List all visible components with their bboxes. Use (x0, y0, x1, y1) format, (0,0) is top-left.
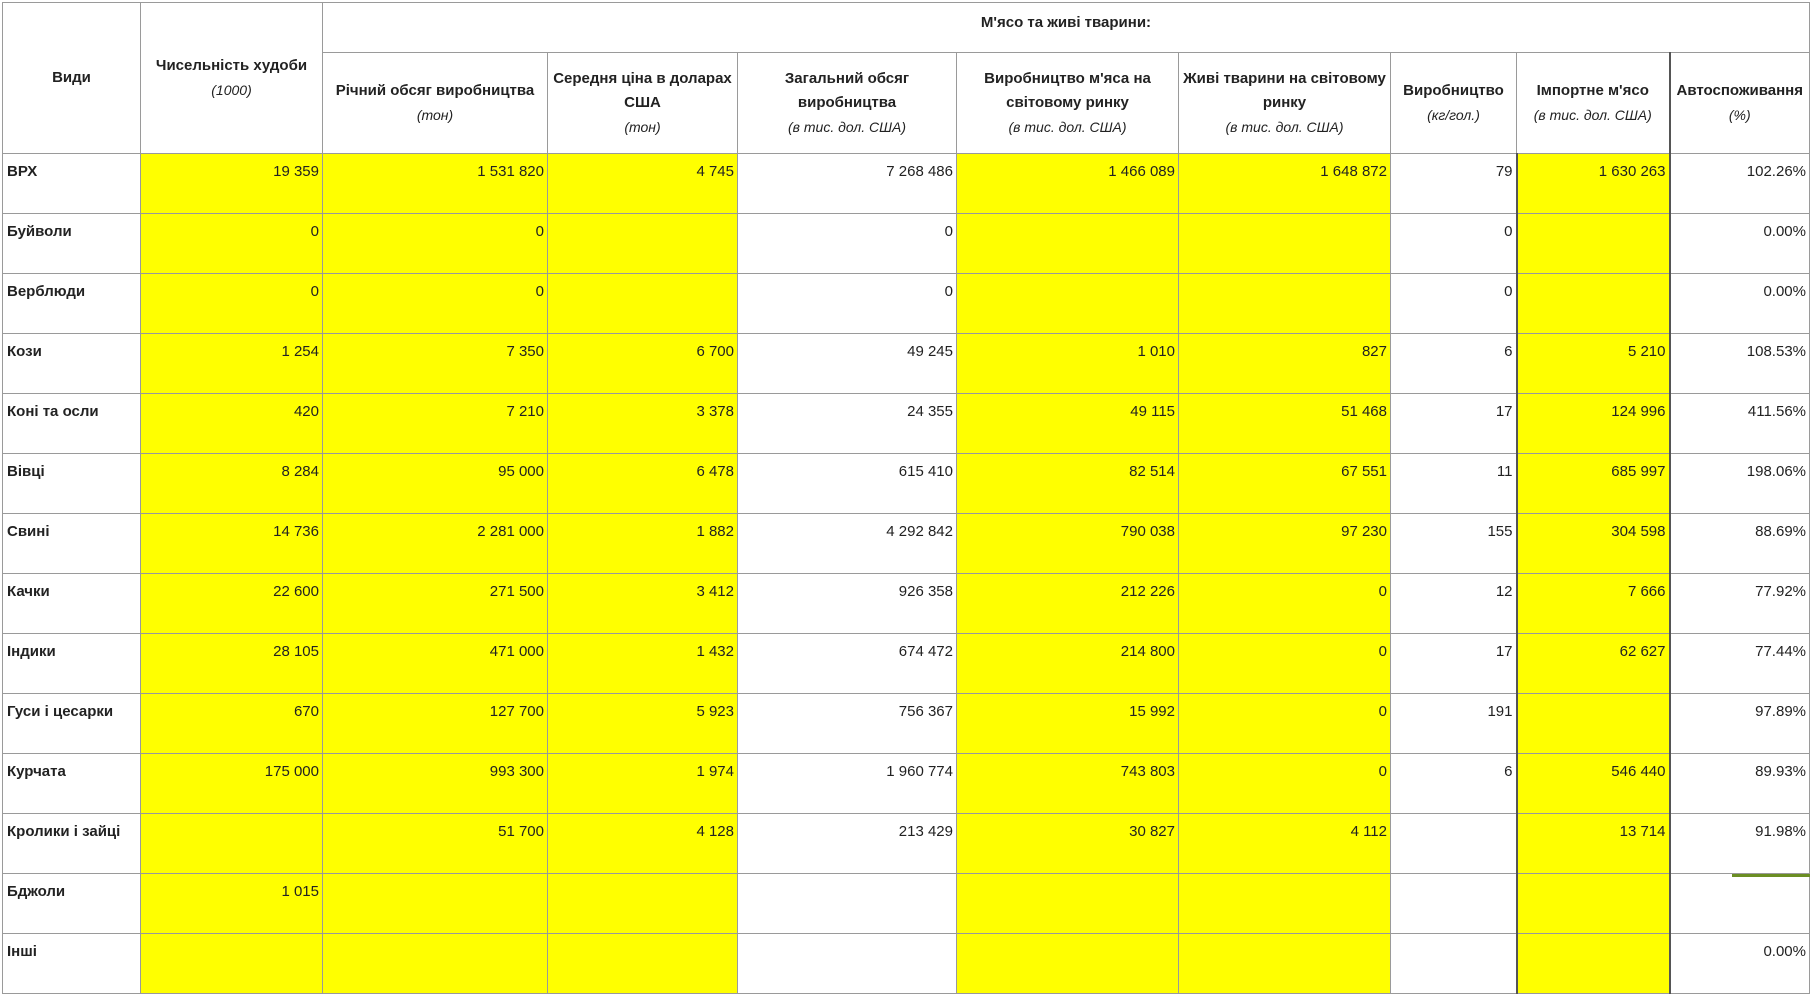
table-cell: 0.00% (1670, 274, 1810, 334)
table-cell: 1 630 263 (1517, 154, 1670, 214)
table-cell: 77.92% (1670, 574, 1810, 634)
table-cell: 304 598 (1517, 514, 1670, 574)
table-row (3, 334, 1810, 394)
table-cell: 79 (1391, 154, 1517, 214)
table-cell: 49 115 (957, 394, 1179, 454)
table-cell: 615 410 (738, 454, 957, 514)
table-cell (957, 874, 1179, 934)
table-cell: 271 500 (323, 574, 548, 634)
table-cell: 1 960 774 (738, 754, 957, 814)
table-cell (548, 874, 738, 934)
table-cell (957, 214, 1179, 274)
column-header (1517, 53, 1670, 154)
table-cell: 97.89% (1670, 694, 1810, 754)
table-cell: 7 210 (323, 394, 548, 454)
table-cell: 22 600 (141, 574, 323, 634)
table-cell: 51 700 (323, 814, 548, 874)
column-header-unit: (тон) (416, 107, 454, 123)
table-cell: 88.69% (1670, 514, 1810, 574)
table-cell: 7 268 486 (738, 154, 957, 214)
table-cell: 3 412 (548, 574, 738, 634)
table-cell: 11 (1391, 454, 1517, 514)
table-cell: 1 466 089 (957, 154, 1179, 214)
species-header: Види (3, 3, 141, 154)
table-cell: 5 210 (1517, 334, 1670, 394)
table-cell: 102.26% (1670, 154, 1810, 214)
table-cell: 685 997 (1517, 454, 1670, 514)
table-cell (1517, 934, 1670, 994)
column-header (738, 53, 957, 154)
table-cell: 6 478 (548, 454, 738, 514)
species-name: Курчата (3, 754, 141, 814)
species-name: Верблюди (3, 274, 141, 334)
table-cell: 993 300 (323, 754, 548, 814)
species-name: Кролики і зайці (3, 814, 141, 874)
table-cell: 790 038 (957, 514, 1179, 574)
table-cell (141, 934, 323, 994)
table-cell: 28 105 (141, 634, 323, 694)
table-cell: 0 (738, 274, 957, 334)
table-cell (1517, 694, 1670, 754)
table-row (3, 454, 1810, 514)
table-cell: 155 (1391, 514, 1517, 574)
table-cell: 17 (1391, 394, 1517, 454)
table-row (3, 274, 1810, 334)
table-cell (548, 214, 738, 274)
table-cell: 91.98% (1670, 814, 1810, 874)
table-cell (1517, 214, 1670, 274)
table-cell: 77.44% (1670, 634, 1810, 694)
column-header-unit: (кг/гол.) (1427, 107, 1480, 123)
livestock-table (2, 2, 1810, 994)
table-row (3, 874, 1810, 934)
table-cell: 4 745 (548, 154, 738, 214)
table-cell: 411.56% (1670, 394, 1810, 454)
table-cell (1391, 814, 1517, 874)
table-row (3, 394, 1810, 454)
table-cell: 13 714 (1517, 814, 1670, 874)
table-row (3, 754, 1810, 814)
table-cell: 0.00% (1670, 214, 1810, 274)
table-cell: 62 627 (1517, 634, 1670, 694)
table-cell: 213 429 (738, 814, 957, 874)
species-name: Бджоли (3, 874, 141, 934)
table-cell: 0.00% (1670, 934, 1810, 994)
table-cell: 5 923 (548, 694, 738, 754)
table-cell (1179, 274, 1391, 334)
column-header-unit: (в тис. дол. США) (1533, 107, 1652, 123)
species-name: Інші (3, 934, 141, 994)
table-cell: 8 284 (141, 454, 323, 514)
table-cell (957, 274, 1179, 334)
table-cell: 546 440 (1517, 754, 1670, 814)
table-cell: 0 (738, 214, 957, 274)
table-cell: 24 355 (738, 394, 957, 454)
table-cell: 17 (1391, 634, 1517, 694)
table-cell: 4 128 (548, 814, 738, 874)
table-cell: 1 531 820 (323, 154, 548, 214)
column-header-unit: (в тис. дол. США) (1225, 119, 1344, 135)
livestock-header-unit: (1000) (211, 82, 252, 98)
species-name: Гуси і цесарки (3, 694, 141, 754)
table-row (3, 814, 1810, 874)
species-name: Качки (3, 574, 141, 634)
table-cell (548, 934, 738, 994)
table-row (3, 214, 1810, 274)
table-cell: 6 (1391, 754, 1517, 814)
table-cell: 1 432 (548, 634, 738, 694)
species-name: Свині (3, 514, 141, 574)
table-row (3, 694, 1810, 754)
column-header-unit: (%) (1728, 107, 1751, 123)
table-cell: 1 882 (548, 514, 738, 574)
table-cell: 14 736 (141, 514, 323, 574)
column-header-unit: (в тис. дол. США) (1008, 119, 1127, 135)
column-header (1670, 53, 1810, 154)
livestock-header (141, 3, 323, 154)
table-cell: 108.53% (1670, 334, 1810, 394)
species-name: Кози (3, 334, 141, 394)
table-cell: 0 (323, 214, 548, 274)
column-header (1179, 53, 1391, 154)
table-cell: 2 281 000 (323, 514, 548, 574)
table-cell: 191 (1391, 694, 1517, 754)
table-cell: 7 350 (323, 334, 548, 394)
table-row (3, 514, 1810, 574)
table-cell (1517, 874, 1670, 934)
table-cell: 1 254 (141, 334, 323, 394)
table-cell: 30 827 (957, 814, 1179, 874)
table-row (3, 154, 1810, 214)
column-header-unit: (в тис. дол. США) (788, 119, 906, 135)
table-cell: 926 358 (738, 574, 957, 634)
meat-group-header: М'ясо та живі тварини: (323, 3, 1810, 53)
table-cell: 0 (1179, 754, 1391, 814)
table-cell: 1 974 (548, 754, 738, 814)
table-cell: 1 015 (141, 874, 323, 934)
column-header-label: Імпортне м'ясо (1536, 82, 1649, 99)
table-cell (957, 934, 1179, 994)
table-cell (323, 874, 548, 934)
column-header-label: Середня ціна в доларах США (553, 70, 732, 111)
column-header (323, 53, 548, 154)
column-header-label: Річний обсяг виробництва (335, 82, 535, 99)
table-row (3, 574, 1810, 634)
table-cell: 471 000 (323, 634, 548, 694)
table-cell: 12 (1391, 574, 1517, 634)
table-cell: 49 245 (738, 334, 957, 394)
table-cell: 124 996 (1517, 394, 1670, 454)
table-cell: 95 000 (323, 454, 548, 514)
species-name: Буйволи (3, 214, 141, 274)
column-header-label: Виробництво (1403, 82, 1504, 99)
table-cell: 89.93% (1670, 754, 1810, 814)
table-cell (1670, 874, 1810, 934)
table-cell (1391, 934, 1517, 994)
species-name: Вівці (3, 454, 141, 514)
table-cell (1179, 874, 1391, 934)
table-cell: 0 (1179, 574, 1391, 634)
table-cell (1391, 874, 1517, 934)
table-cell: 0 (1391, 214, 1517, 274)
table-cell: 827 (1179, 334, 1391, 394)
table-cell: 1 010 (957, 334, 1179, 394)
table-cell: 51 468 (1179, 394, 1391, 454)
column-header-label: Загальний обсяг виробництва (784, 70, 910, 111)
table-cell: 7 666 (1517, 574, 1670, 634)
column-header (548, 53, 738, 154)
table-row (3, 634, 1810, 694)
column-header (957, 53, 1179, 154)
column-header-unit: (тон) (624, 119, 661, 135)
table-cell (323, 934, 548, 994)
table-cell: 674 472 (738, 634, 957, 694)
column-header-label: Автоспоживання (1676, 82, 1803, 99)
table-cell: 0 (1391, 274, 1517, 334)
table-cell: 214 800 (957, 634, 1179, 694)
table-cell: 6 700 (548, 334, 738, 394)
table-cell: 743 803 (957, 754, 1179, 814)
species-name: ВРХ (3, 154, 141, 214)
table-cell: 3 378 (548, 394, 738, 454)
table-cell: 0 (141, 214, 323, 274)
table-cell: 127 700 (323, 694, 548, 754)
table-cell: 6 (1391, 334, 1517, 394)
table-cell: 175 000 (141, 754, 323, 814)
table-cell: 0 (323, 274, 548, 334)
table-cell (1179, 934, 1391, 994)
table-cell: 420 (141, 394, 323, 454)
table-cell: 4 292 842 (738, 514, 957, 574)
table-cell (141, 814, 323, 874)
table-cell (738, 874, 957, 934)
table-cell: 19 359 (141, 154, 323, 214)
table-cell: 97 230 (1179, 514, 1391, 574)
table-cell: 67 551 (1179, 454, 1391, 514)
table-cell (738, 934, 957, 994)
table-row (3, 934, 1810, 994)
table-cell: 212 226 (957, 574, 1179, 634)
table-cell (1517, 274, 1670, 334)
table-cell: 0 (141, 274, 323, 334)
column-header-label: Виробництво м'яса на світовому ринку (984, 70, 1151, 111)
table-cell: 15 992 (957, 694, 1179, 754)
species-name: Коні та осли (3, 394, 141, 454)
table-cell: 1 648 872 (1179, 154, 1391, 214)
table-cell: 0 (1179, 634, 1391, 694)
table-cell: 82 514 (957, 454, 1179, 514)
column-header-label: Живі тварини на світовому ринку (1183, 70, 1386, 111)
table-cell: 4 112 (1179, 814, 1391, 874)
table-body (3, 154, 1810, 994)
table-cell: 198.06% (1670, 454, 1810, 514)
table-cell: 0 (1179, 694, 1391, 754)
table-cell: 756 367 (738, 694, 957, 754)
livestock-header-label: Чисельність худоби (155, 57, 308, 74)
table-cell (1179, 214, 1391, 274)
table-cell (548, 274, 738, 334)
column-header (1391, 53, 1517, 154)
species-name: Індики (3, 634, 141, 694)
table-cell: 670 (141, 694, 323, 754)
